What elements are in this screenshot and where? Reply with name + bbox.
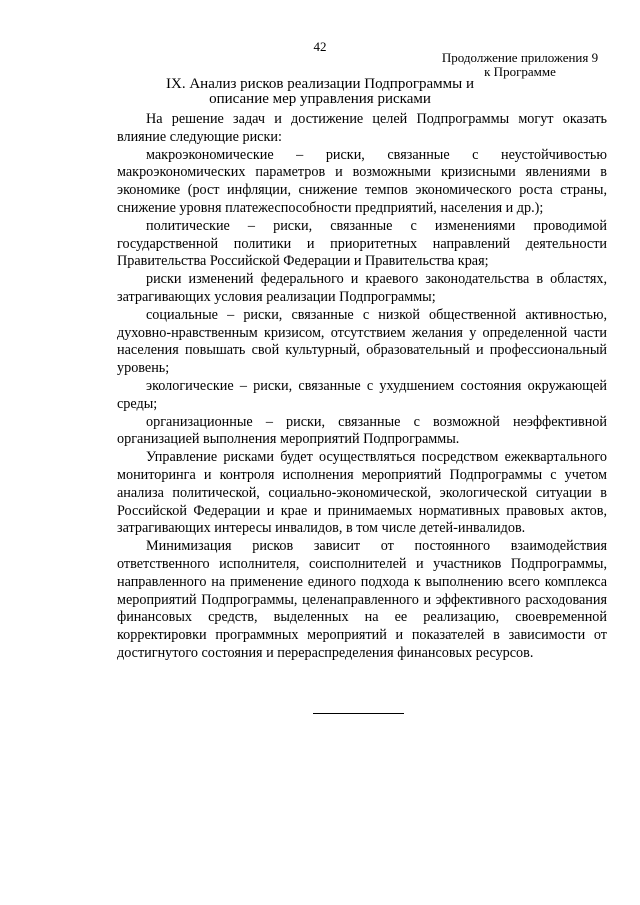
paragraph-social-risks: социальные – риски, связанные с низкой общественной активностью, духовно-нравственным кризисом, отсутствием желания у определенной части населения повышать свой культурный, образовательный и профессиональный уровень; [117, 306, 607, 377]
section-title [150, 77, 490, 106]
paragraph-legislative-risks: риски изменений федерального и краевого законодательства в областях, затрагивающих условия реализации Подпрограммы; [117, 271, 607, 305]
appendix-line-2: к Программе [484, 63, 556, 79]
paragraph-risk-minimization: Минимизация рисков зависит от постоянного взаимодействия ответственного исполнителя, соисполнителей и участников Подпрограммы, направленного на применение единого подхода к выполнению всего комплекса мероприятий Подпрограммы, целенаправленного и эффективного расходования финансовых средств, выделенных на ее реализацию, своевременной корректировки программных мероприятий и показателей в зависимости от достигнутого состояния и перераспределения финансовых ресурсов. [117, 538, 607, 661]
page-number: 42 [313, 39, 327, 54]
end-divider [313, 713, 404, 714]
paragraph-risk-management: Управление рисками будет осуществляться посредством ежеквартального мониторинга и контроля исполнения мероприятий Подпрограммы с учетом анализа политической, социально-экономической, экологической ситуации в Российской Федерации и крае и принимаемых нормативных правовых актов, затрагивающих интересы инвалидов, в том числе детей-инвалидов. [117, 449, 607, 537]
paragraph-organizational-risks: организационные – риски, связанные с возможной неэффективной организацией выполнения мероприятий Подпрограммы. [117, 413, 607, 448]
paragraph-intro: На решение задач и достижение целей Подпрограммы могут оказать влияние следующие риски: [117, 111, 607, 145]
body-text [117, 111, 607, 663]
appendix-reference [420, 51, 620, 78]
paragraph-political-risks: политические – риски, связанные с изменениями проводимой государственной политики и приоритетных направлений деятельности Правительства Российской Федерации и Правительства края; [117, 217, 607, 270]
paragraph-macroeconomic-risks: макроэкономические – риски, связанные с неустойчивостью макроэкономических параметров и возможными кризисными явлениями в экономике (рост инфляции, снижение темпов экономического роста страны, снижение уровня платежеспособности предприятий, населения и др.); [117, 146, 607, 216]
paragraph-ecological-risks: экологические – риски, связанные с ухудшением состояния окружающей среды; [117, 377, 607, 412]
section-title-line-2: описание мер управления рисками [209, 90, 431, 107]
appendix-line-1: Продолжение приложения 9 [441, 50, 599, 65]
section-title-line-1: IX. Анализ рисков реализации Подпрограммы и [166, 76, 474, 92]
